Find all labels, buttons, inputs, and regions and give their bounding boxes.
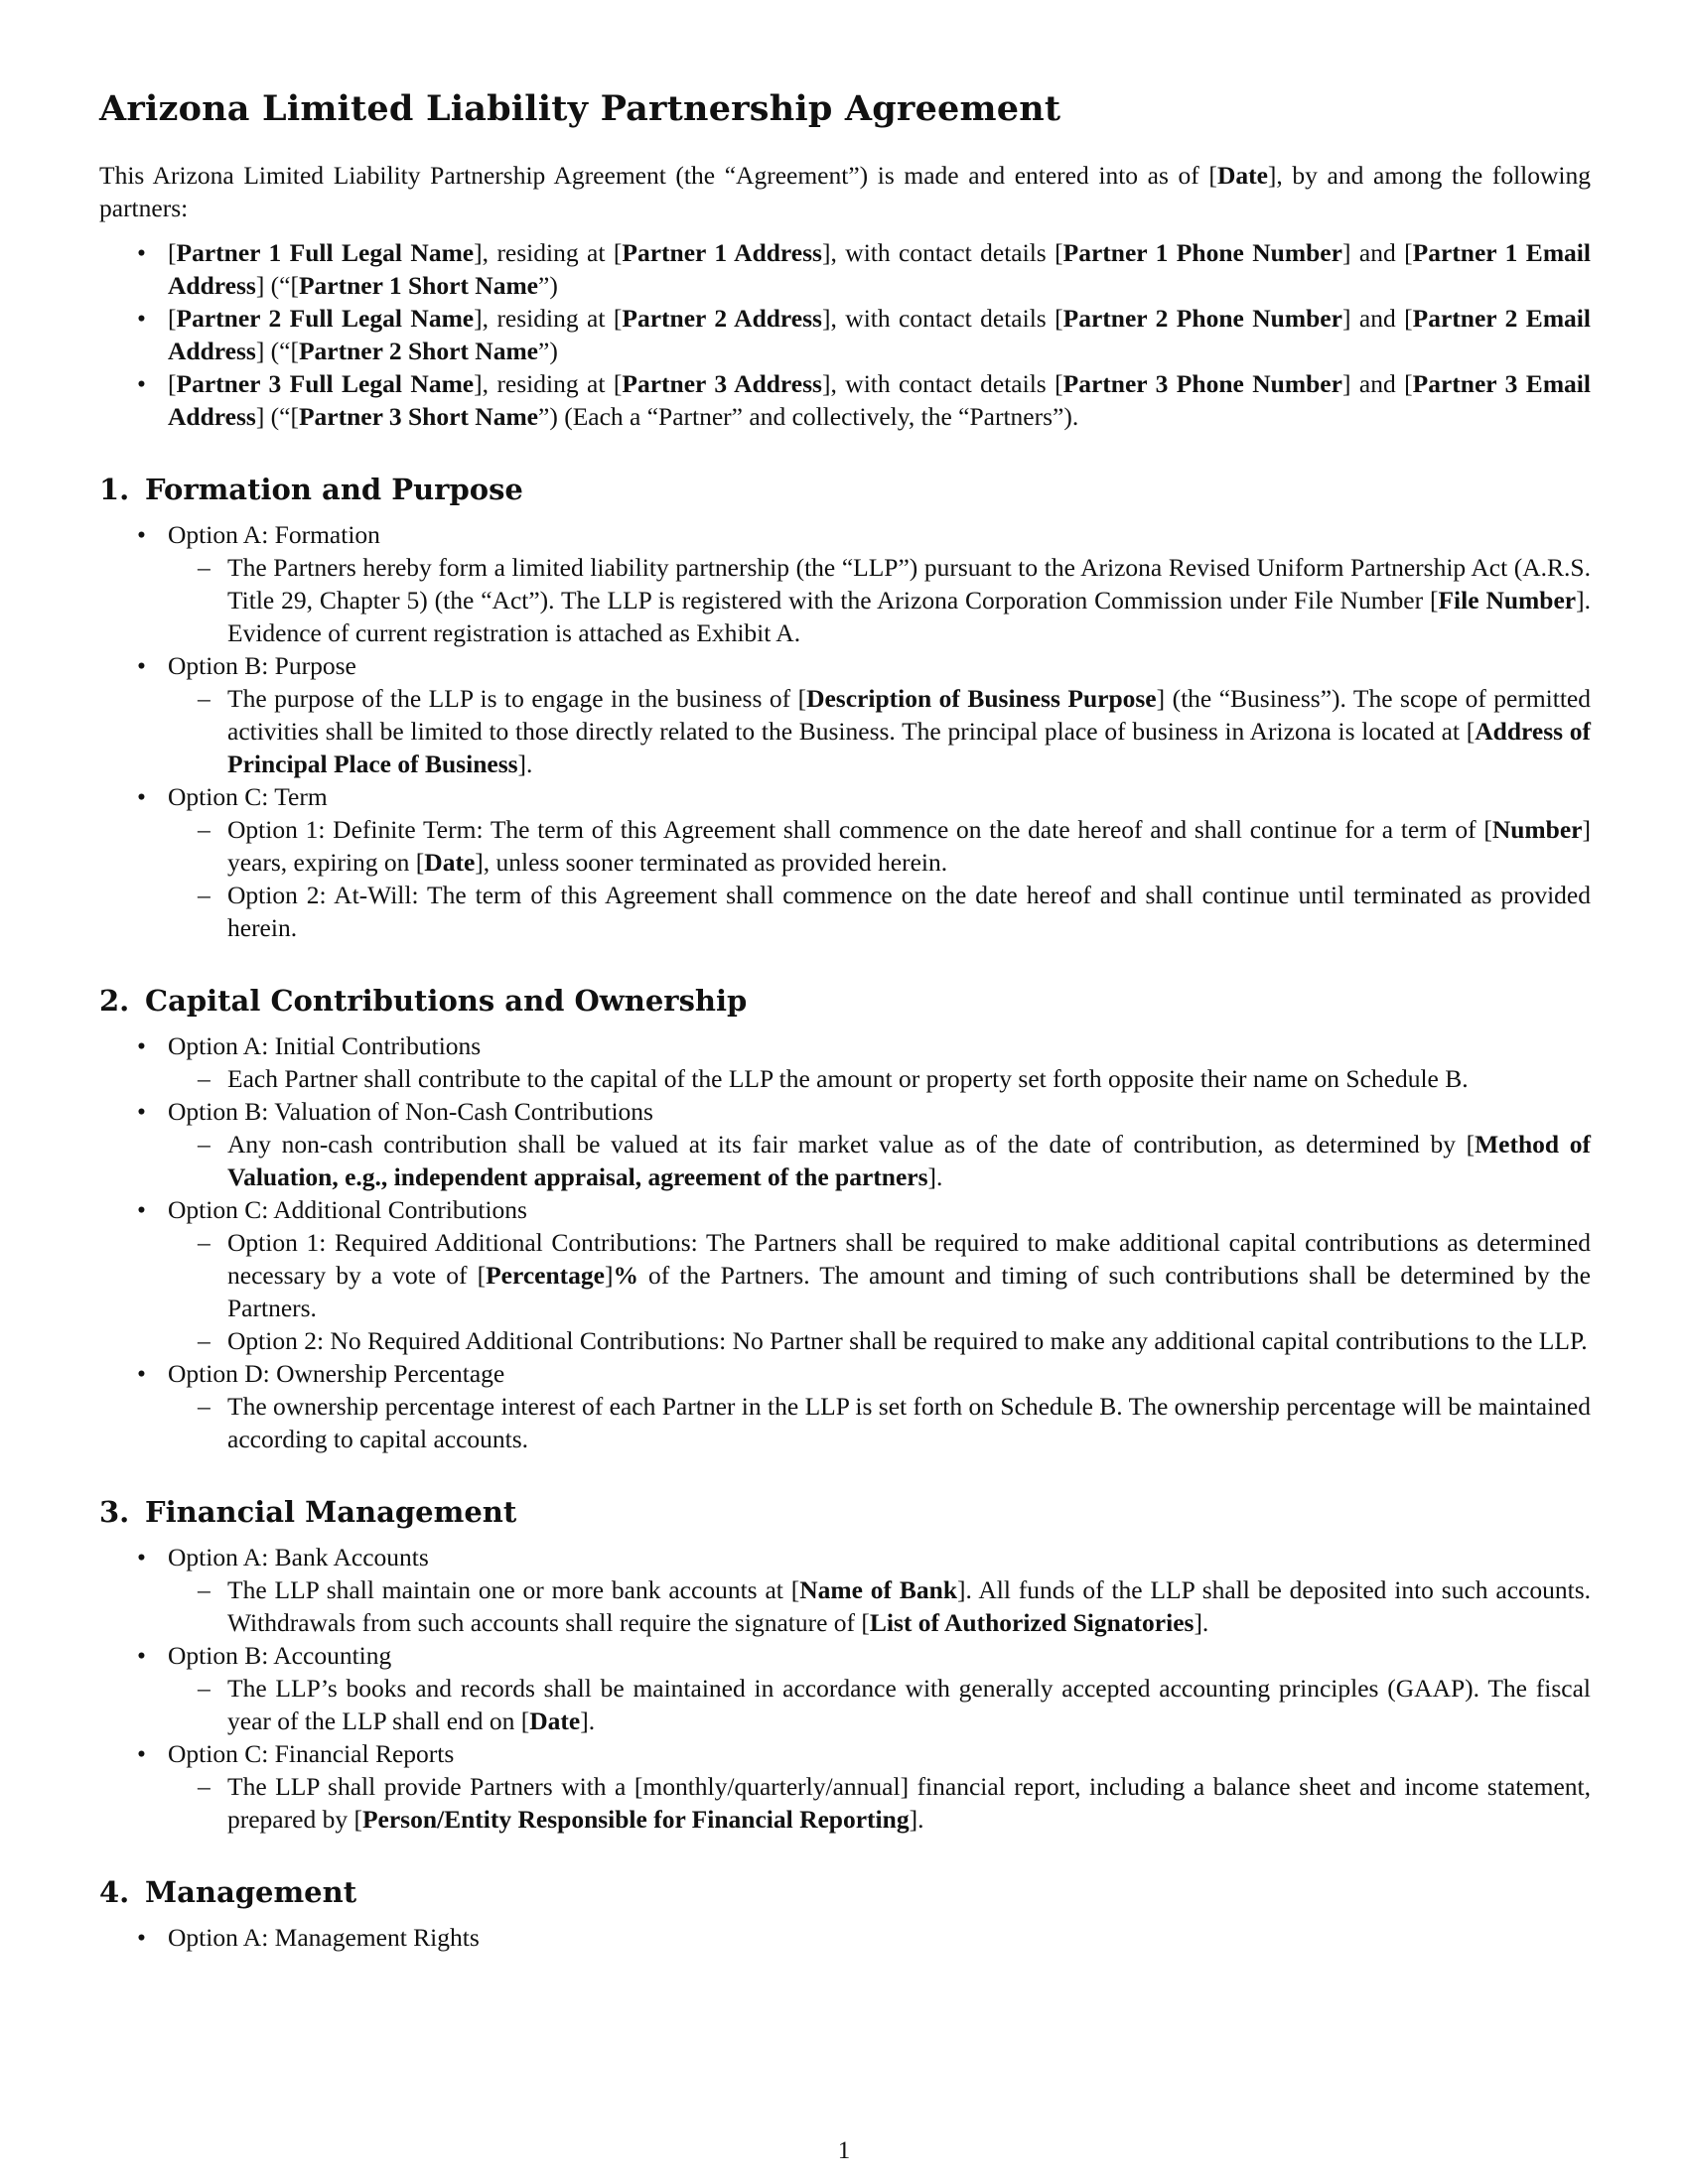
partner-item-3: • [Partner 3 Full Legal Name], residing at [Partner 3 Address], with contact details [Partner 3 Phone Number] and [Partner 3 Email Address] (“[Partner 3 Short Name”) (Each a “Partner” and collectively, the “Partners”).	[99, 367, 1591, 433]
document-title: Arizona Limited Liability Partnership Agreement	[99, 88, 1061, 129]
list-item: • Option B: Valuation of Non-Cash Contributions – Any non-cash contribution shall be valued at its fair market value as of the date of contribution, as determined by [Method of Valuation, e.g., independent appraisal, agreement of the partners].	[99, 1095, 1591, 1193]
partner-short-name: Partner 1 Short Name	[298, 271, 539, 300]
section-2-options	[99, 1029, 1591, 1455]
partner-phone: Partner 1 Phone Number	[1062, 238, 1342, 267]
list-item: • Option D: Ownership Percentage – The ownership percentage interest of each Partner in the LLP is set forth on Schedule B. The ownership percentage will be maintained according to capital accounts.	[99, 1357, 1591, 1455]
section-1-heading: 1. Formation and Purpose	[99, 473, 523, 506]
section-3-options	[99, 1541, 1591, 1836]
list-item: – The LLP shall maintain one or more bank accounts at [Name of Bank]. All funds of the LLP shall be deposited into such accounts. Withdrawals from such accounts shall require the signature of [List of Authorized Signatories].	[168, 1573, 1591, 1639]
list-item: • Option A: Formation – The Partners hereby form a limited liability partnership (the “LLP”) pursuant to the Arizona Revised Uniform Partnership Act (A.R.S. Title 29, Chapter 5) (the “Act”). The LLP is registered with the Arizona Corporation Commission under File Number [File Number]. Evidence of current registration is attached as Exhibit A.	[99, 518, 1591, 649]
list-item: • Option C: Additional Contributions – Option 1: Required Additional Contributions: The Partners shall be required to make additional capital contributions as determined necessary by a vote of [Percentage]% of the Partners. The amount and timing of such contributions shall be determined by the Partners. – Option 2: No Required Additional Contributions: No Partner shall be required to make any additional capital contributions to the LLP.	[99, 1193, 1591, 1357]
list-item: – The ownership percentage interest of each Partner in the LLP is set forth on Schedule B. The ownership percentage will be maintained according to capital accounts.	[168, 1390, 1591, 1455]
list-item: • Option A: Bank Accounts – The LLP shall maintain one or more bank accounts at [Name of Bank]. All funds of the LLP shall be deposited into such accounts. Withdrawals from such accounts shall require the signature of [List of Authorized Signatories].	[99, 1541, 1591, 1639]
partner-name: Partner 1 Full Legal Name	[176, 238, 475, 267]
list-item: • Option B: Purpose – The purpose of the LLP is to engage in the business of [Description of Business Purpose] (the “Business”). The scope of permitted activities shall be limited to those directly related to the Business. The principal place of business in Arizona is located at [Address of Principal Place of Business].	[99, 649, 1591, 780]
partner-address: Partner 2 Address	[622, 304, 822, 333]
section-2-heading: 2. Capital Contributions and Ownership	[99, 984, 748, 1018]
document-page	[99, 87, 1591, 1954]
partner-name: Partner 3 Full Legal Name	[176, 369, 475, 398]
list-item: • Option A: Management Rights	[99, 1921, 1591, 1954]
list-item: – Each Partner shall contribute to the capital of the LLP the amount or property set forth opposite their name on Schedule B.	[168, 1062, 1591, 1095]
partner-phone: Partner 2 Phone Number	[1062, 304, 1342, 333]
section-4-options	[99, 1921, 1591, 1954]
list-item: – Any non-cash contribution shall be valued at its fair market value as of the date of contribution, as determined by [Method of Valuation, e.g., independent appraisal, agreement of the partners].	[168, 1128, 1591, 1193]
page-number: 1	[837, 2137, 851, 2164]
partner-item-1: • [Partner 1 Full Legal Name], residing at [Partner 1 Address], with contact details [Partner 1 Phone Number] and [Partner 1 Email Address] (“[Partner 1 Short Name”)	[99, 236, 1591, 302]
list-item: – Option 1: Required Additional Contributions: The Partners shall be required to make additional capital contributions as determined necessary by a vote of [Percentage]% of the Partners. The amount and timing of such contributions shall be determined by the Partners.	[168, 1226, 1591, 1324]
list-item: • Option C: Term – Option 1: Definite Term: The term of this Agreement shall commence on the date hereof and shall continue for a term of [Number] years, expiring on [Date], unless sooner terminated as provided herein. – Option 2: At-Will: The term of this Agreement shall commence on the date hereof and shall continue until terminated as provided herein.	[99, 780, 1591, 944]
list-item: – The LLP’s books and records shall be maintained in accordance with generally accepted accounting principles (GAAP). The fiscal year of the LLP shall end on [Date].	[168, 1672, 1591, 1737]
partner-item-2: • [Partner 2 Full Legal Name], residing at [Partner 2 Address], with contact details [Partner 2 Phone Number] and [Partner 2 Email Address] (“[Partner 2 Short Name”)	[99, 302, 1591, 367]
partner-short-name: Partner 3 Short Name	[298, 402, 539, 431]
list-item: – Option 2: At-Will: The term of this Agreement shall commence on the date hereof and shall continue until terminated as provided herein.	[168, 879, 1591, 944]
date-placeholder: Date	[1216, 161, 1268, 190]
partner-short-name: Partner 2 Short Name	[298, 337, 539, 365]
list-item: – Option 1: Definite Term: The term of this Agreement shall commence on the date hereof and shall continue for a term of [Number] years, expiring on [Date], unless sooner terminated as provided herein.	[168, 813, 1591, 879]
partner-name: Partner 2 Full Legal Name	[176, 304, 475, 333]
intro-paragraph	[99, 159, 1591, 224]
list-item: • Option B: Accounting – The LLP’s books and records shall be maintained in accordance with generally accepted accounting principles (GAAP). The fiscal year of the LLP shall end on [Date].	[99, 1639, 1591, 1737]
list-item: • Option C: Financial Reports – The LLP shall provide Partners with a [monthly/quarterly/annual] financial report, including a balance sheet and income statement, prepared by [Person/Entity Responsible for Financial Reporting].	[99, 1737, 1591, 1836]
list-item: – The Partners hereby form a limited liability partnership (the “LLP”) pursuant to the Arizona Revised Uniform Partnership Act (A.R.S. Title 29, Chapter 5) (the “Act”). The LLP is registered with the Arizona Corporation Commission under File Number [File Number]. Evidence of current registration is attached as Exhibit A.	[168, 551, 1591, 649]
list-item: – The purpose of the LLP is to engage in the business of [Description of Business Purpose] (the “Business”). The scope of permitted activities shall be limited to those directly related to the Business. The principal place of business in Arizona is located at [Address of Principal Place of Business].	[168, 682, 1591, 780]
intro-text: This Arizona Limited Liability Partnership Agreement (the “Agreement”) is made and entered into as of [	[99, 161, 1217, 190]
partner-email: Partner 1 Email Address	[168, 238, 1591, 300]
list-item: • Option A: Initial Contributions – Each Partner shall contribute to the capital of the LLP the amount or property set forth opposite their name on Schedule B.	[99, 1029, 1591, 1095]
section-3-heading: 3. Financial Management	[99, 1495, 517, 1529]
section-1-options	[99, 518, 1591, 944]
partner-phone: Partner 3 Phone Number	[1062, 369, 1342, 398]
partner-address: Partner 1 Address	[622, 238, 822, 267]
partner-list	[99, 236, 1591, 433]
partner-address: Partner 3 Address	[622, 369, 822, 398]
partner-email: Partner 3 Email Address	[168, 369, 1591, 431]
list-item: – Option 2: No Required Additional Contributions: No Partner shall be required to make any additional capital contributions to the LLP.	[168, 1324, 1591, 1357]
list-item: – The LLP shall provide Partners with a [monthly/quarterly/annual] financial report, including a balance sheet and income statement, prepared by [Person/Entity Responsible for Financial Reporting].	[168, 1770, 1591, 1836]
partner-email: Partner 2 Email Address	[168, 304, 1591, 365]
section-4-heading: 4. Management	[99, 1875, 357, 1909]
intro-text: ], by and among the following partners:	[99, 161, 1591, 222]
